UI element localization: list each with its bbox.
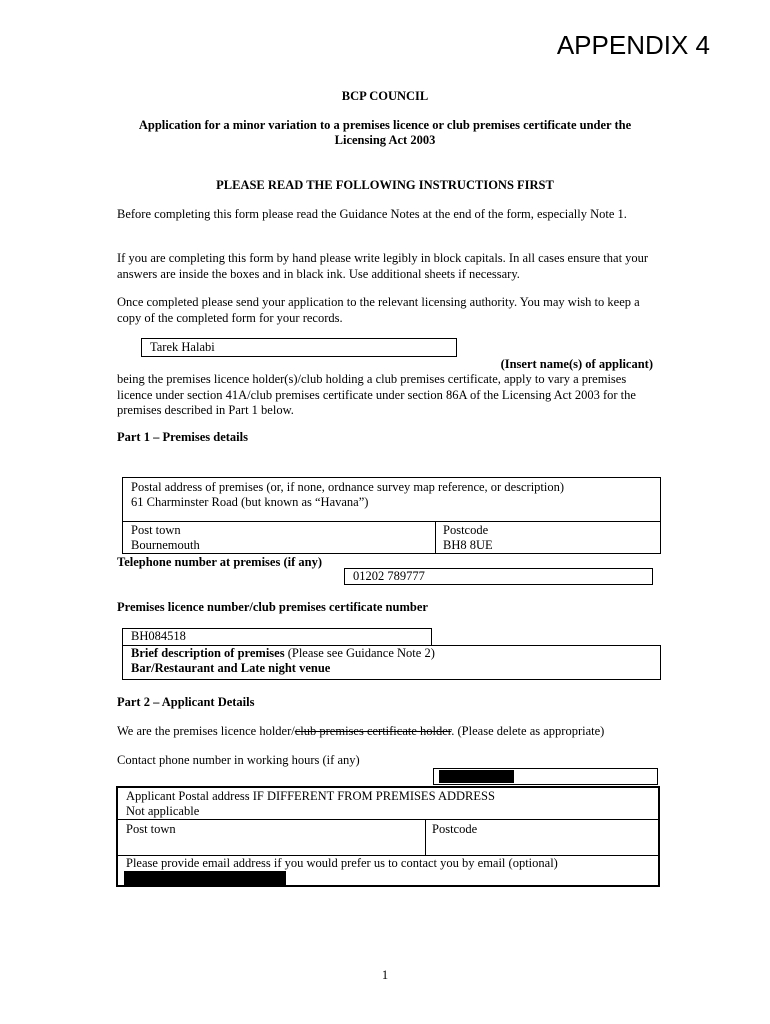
applicant-name-field[interactable] <box>141 338 457 357</box>
instructions-heading: PLEASE READ THE FOLLOWING INSTRUCTIONS FIRST <box>216 178 554 192</box>
premises-post-town-value[interactable]: Bournemouth <box>131 538 200 552</box>
telephone-value: 01202 789777 <box>353 569 425 583</box>
holder-prefix: We are the premises licence holder/ <box>117 724 295 738</box>
holder-statement <box>117 724 604 739</box>
premises-description-label-line <box>131 646 435 662</box>
page-number: 1 <box>381 968 389 982</box>
applicant-postal-label: Applicant Postal address IF DIFFERENT FROM PREMISES ADDRESS <box>126 789 495 803</box>
instruction-paragraph-1: Before completing this form please read the Guidance Notes at the end of the form, especially Note 1. <box>117 207 627 221</box>
applicant-postcode-divider <box>425 819 426 855</box>
council-name: BCP COUNCIL <box>341 89 429 103</box>
address-divider <box>123 521 660 522</box>
postcode-divider <box>435 521 436 553</box>
applicant-statement: being the premises licence holder(s)/club holding a club premises certificate, apply to vary a premises licence under section 41A/club premises certificate under section 86A of the Licensing Act 2003 for the premises described in Part 1 below. <box>117 372 636 417</box>
licence-number-field[interactable] <box>122 628 432 646</box>
premises-description-note: (Please see Guidance Note 2) <box>284 646 435 660</box>
premises-address-label: Postal address of premises (or, if none, ordnance survey map reference, or description) <box>131 480 565 494</box>
applicant-name-value: Tarek Halabi <box>150 340 215 354</box>
contact-phone-field[interactable] <box>433 768 658 785</box>
email-label: Please provide email address if you would prefer us to contact you by email (optional) <box>126 856 558 870</box>
holder-struck: club premises certificate holder <box>294 724 452 738</box>
premises-postcode-value[interactable]: BH8 8UE <box>443 538 493 552</box>
applicant-postal-value[interactable]: Not applicable <box>126 804 200 818</box>
telephone-label: Telephone number at premises (if any) <box>117 555 322 569</box>
licence-number-label: Premises licence number/club premises certificate number <box>117 600 428 614</box>
premises-postcode-label: Postcode <box>443 523 489 537</box>
applicant-post-town-label: Post town <box>126 822 176 836</box>
contact-phone-label: Contact phone number in working hours (if any) <box>117 753 360 767</box>
applicant-name-label: (Insert name(s) of applicant) <box>500 357 653 371</box>
applicant-postcode-label: Postcode <box>432 822 478 836</box>
applicant-address-divider <box>118 819 658 820</box>
instruction-paragraph-3: Once completed please send your application to the relevant licensing authority. You may wish to keep a copy of the completed form for your records. <box>117 295 640 325</box>
premises-post-town-label: Post town <box>131 523 181 537</box>
telephone-field[interactable] <box>344 568 653 585</box>
holder-suffix: . (Please delete as appropriate) <box>451 724 605 738</box>
applicant-address-table <box>116 786 660 887</box>
premises-description-label: Brief description of premises <box>131 646 285 660</box>
form-title-line1: Application for a minor variation to a premises licence or club premises certificate under the <box>138 118 632 132</box>
contact-phone-redaction <box>439 770 514 783</box>
instruction-paragraph-2: If you are completing this form by hand please write legibly in block capitals. In all cases ensure that your answers are inside the boxes and in black ink. Use additional sheets if necessary. <box>117 251 649 281</box>
premises-description-box <box>122 645 661 680</box>
licence-number-value: BH084518 <box>131 629 186 643</box>
part1-heading: Part 1 – Premises details <box>117 430 248 444</box>
part2-heading: Part 2 – Applicant Details <box>117 695 255 709</box>
form-title-line2: Licensing Act 2003 <box>334 133 436 147</box>
email-redaction[interactable] <box>124 871 286 885</box>
premises-address-table <box>122 477 661 554</box>
appendix-label: APPENDIX 4 <box>556 30 710 60</box>
premises-address-value[interactable]: 61 Charminster Road (but known as “Havana”) <box>131 495 369 509</box>
premises-description-value[interactable]: Bar/Restaurant and Late night venue <box>131 661 331 675</box>
